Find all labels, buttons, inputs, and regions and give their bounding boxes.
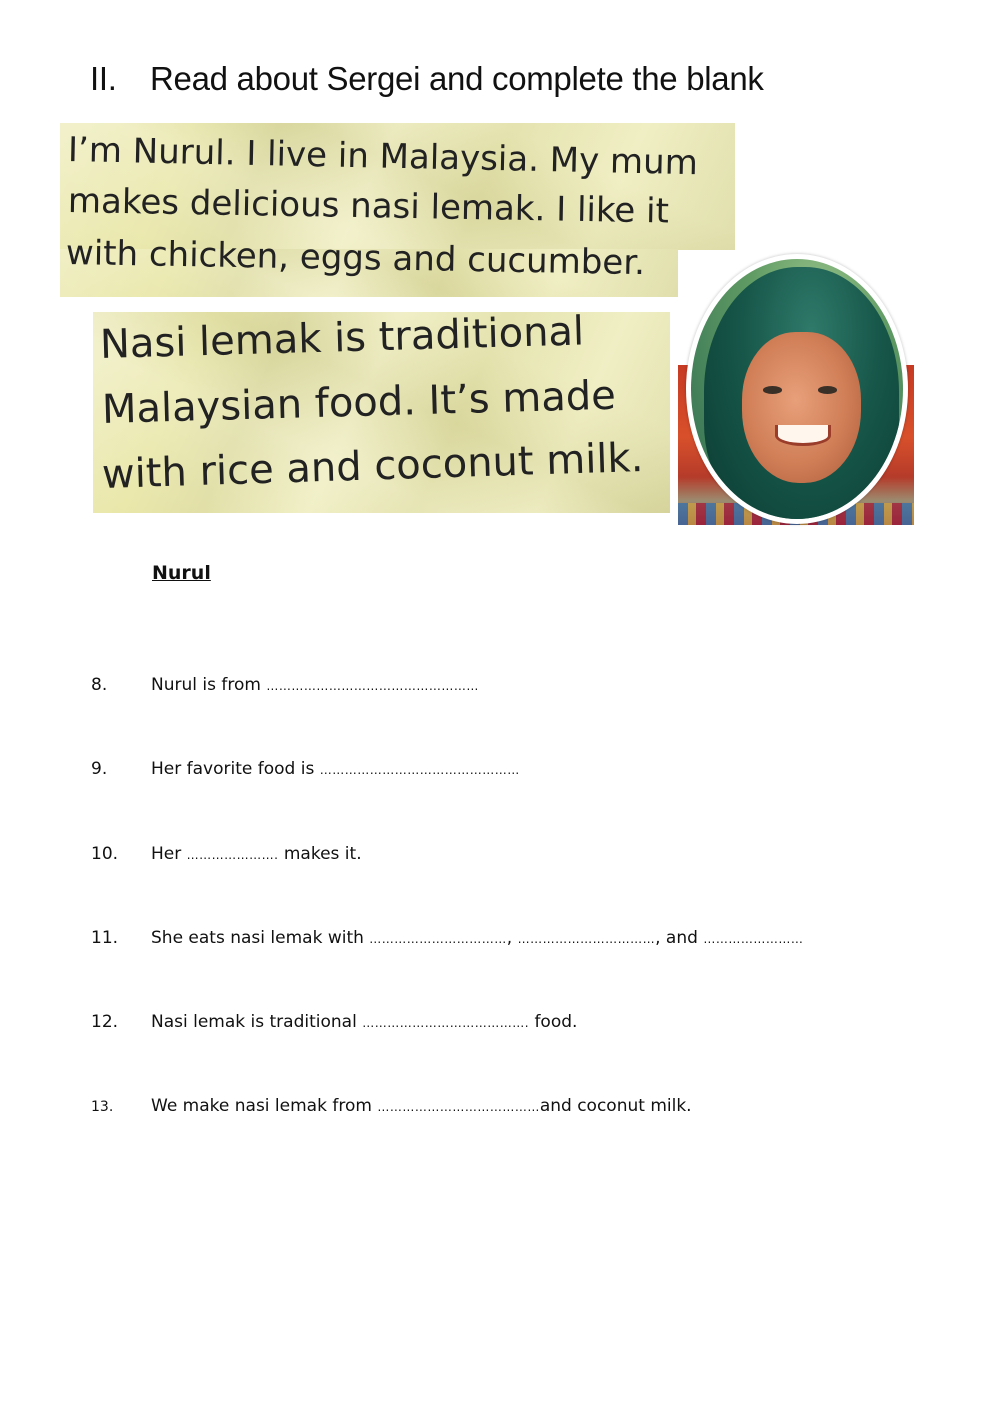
right-eye (818, 386, 837, 394)
paragraph-2-line-2: Malaysian food. It’s made (101, 372, 617, 433)
answer-blank[interactable]: …………………………………. (362, 1016, 530, 1030)
question-number: 13. (91, 1099, 114, 1115)
question-number: 10. (91, 844, 119, 864)
answer-blank-3[interactable]: …………………… (703, 932, 804, 946)
paragraph-1-line-3: with chicken, eggs and cucumber. (65, 233, 646, 284)
answer-blank[interactable]: …………………………………………… (266, 679, 479, 693)
question-number: 11. (91, 928, 119, 948)
paragraph-2-line-3: with rice and coconut milk. (101, 435, 644, 498)
photo-oval-frame (686, 254, 908, 524)
question-number: 12. (91, 1012, 119, 1032)
face-shape (742, 332, 861, 483)
section-title: Read about Sergei and complete the blank (150, 60, 764, 97)
girl-portrait-image (691, 259, 903, 519)
paragraph-1-line-1: I’m Nurul. I live in Malaysia. My mum (67, 130, 699, 184)
answer-blank[interactable]: ………………………………… (377, 1100, 540, 1114)
question-text: Nurul is from …………………………………………… (151, 675, 479, 695)
question-text: Her …………………. makes it. (151, 844, 362, 864)
answer-blank-1[interactable]: …………………………… (369, 932, 507, 946)
section-number: II. (90, 60, 117, 97)
left-eye (763, 386, 782, 394)
answer-blank-2[interactable]: …………………………… (517, 932, 656, 946)
answer-blank[interactable]: …………………. (186, 848, 279, 862)
paragraph-1-line-2: makes delicious nasi lemak. I like it (67, 181, 670, 232)
answer-blank[interactable]: ………………………………………… (319, 763, 520, 777)
question-number: 9. (91, 759, 108, 779)
section-heading (90, 60, 764, 98)
question-text: She eats nasi lemak with ……………………………, ……………………………, and …………………… (151, 928, 804, 948)
question-text: Her favorite food is ………………………………………… (151, 759, 520, 779)
paragraph-2-line-1: Nasi lemak is traditional (99, 308, 585, 368)
question-number: 8. (91, 675, 108, 695)
smile (775, 425, 831, 446)
question-text: We make nasi lemak from …………………………………and coconut milk. (151, 1096, 692, 1116)
nurul-photo (678, 250, 914, 525)
question-text: Nasi lemak is traditional …………………………………. food. (151, 1012, 578, 1032)
questions-title: Nurul (152, 562, 211, 584)
